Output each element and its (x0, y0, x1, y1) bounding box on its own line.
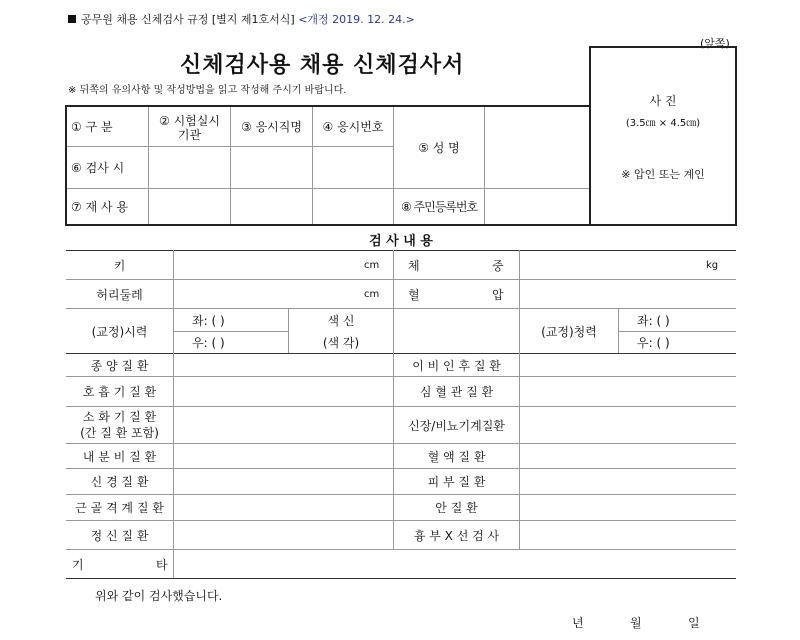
applicant-info-box (65, 105, 591, 226)
instruction-notice: ※ 뒤쪽의 유의사항 및 작성방법을 읽고 작성해 주시기 바랍니다. (68, 85, 347, 96)
exam-agency-label (149, 109, 230, 146)
color-vision-label: 색 신 (327, 313, 355, 328)
mental-disease-label: 정 신 질 환 (90, 528, 149, 543)
tumor-disease-label: 종 양 질 환 (90, 358, 149, 373)
eye-disease-label: 안 질 환 (435, 501, 478, 515)
category-label: ① 구 분 (71, 120, 113, 134)
height-label: 키 (113, 258, 126, 273)
chest-xray-label: 흉 부 X 선 검 사 (413, 528, 500, 543)
hearing-label: (교정)청력 (541, 324, 597, 339)
bp-label-b: 압 (492, 287, 504, 302)
vision-label: (교정)시력 (91, 324, 148, 339)
blood-disease-label: 혈 액 질 환 (427, 449, 486, 464)
exam-agency-line2: 기관 (177, 127, 202, 142)
hearing-right: 우: ( ) (637, 336, 670, 350)
skin-disease-label: 피 부 질 환 (427, 475, 486, 489)
height-unit: cm (364, 259, 380, 271)
resident-number-label: ⑧ 주민등록번호 (400, 200, 478, 214)
exam-time-label: ⑥ 검사 시 (71, 161, 125, 175)
waist-label: 허리둘레 (96, 287, 143, 302)
musculoskeletal-disease-label: 근 골 격 계 질 환 (75, 501, 164, 515)
etc-label-a: 기 (72, 557, 84, 572)
date-day-label: 일 (688, 616, 700, 630)
hearing-left: 좌: ( ) (637, 313, 670, 328)
digestive-disease-sub: (간 질 환 포함) (80, 426, 159, 440)
etc-label-b: 타 (156, 557, 168, 572)
neuro-disease-label: 신 경 질 환 (90, 475, 149, 489)
cardiovascular-disease-label: 심 혈 관 질 환 (419, 385, 494, 399)
photo-seal-note: ※ 압인 또는 계인 (621, 168, 705, 181)
front-page-label: (앞쪽) (700, 37, 730, 50)
revision-date: <개정 2019. 12. 24.> (298, 13, 415, 26)
document-title: 신체검사용 채용 신체검사서 (180, 53, 465, 78)
photo-size: (3.5㎝ × 4.5㎝) (625, 118, 701, 129)
renal-disease-label: 신장/비뇨기계질환 (408, 418, 505, 433)
weight-label-b: 중 (492, 258, 504, 273)
digestive-disease-label (66, 407, 173, 443)
date-year-label: 년 (572, 616, 584, 630)
photo-label: 사 진 (649, 94, 677, 108)
section-title: 검 사 내 용 (369, 233, 433, 249)
exam-number-label: ④ 응시번호 (322, 120, 384, 134)
applied-position-label: ③ 응시직명 (241, 120, 302, 134)
ent-disease-label: 이 비 인 후 질 환 (412, 358, 501, 373)
date-month-label: 월 (630, 616, 642, 630)
vision-right: 우: ( ) (192, 336, 225, 350)
waist-unit: cm (364, 288, 380, 300)
weight-unit: kg (706, 259, 719, 271)
reuse-label: ⑦ 재 사 용 (71, 200, 128, 214)
respiratory-disease-label: 호 흡 기 질 환 (82, 385, 157, 399)
form-reference (68, 11, 415, 27)
bp-label-a: 혈 (408, 287, 420, 302)
weight-label-a: 체 (408, 258, 420, 273)
form-regulation: 공무원 채용 신체검사 규정 [별지 제1호서식] (81, 13, 295, 26)
exam-agency-line1: ② 시험실시 (159, 113, 220, 128)
square-bullet-icon (68, 15, 76, 23)
color-sense-label: (색 각) (322, 336, 360, 350)
statement-text: 위와 같이 검사했습니다. (95, 589, 223, 603)
vision-left: 좌: ( ) (192, 313, 225, 328)
photo-box (589, 46, 737, 226)
endocrine-disease-label: 내 분 비 질 환 (82, 449, 157, 464)
name-label: ⑤ 성 명 (418, 141, 460, 155)
digestive-disease-main: 소 화 기 질 환 (82, 410, 157, 424)
